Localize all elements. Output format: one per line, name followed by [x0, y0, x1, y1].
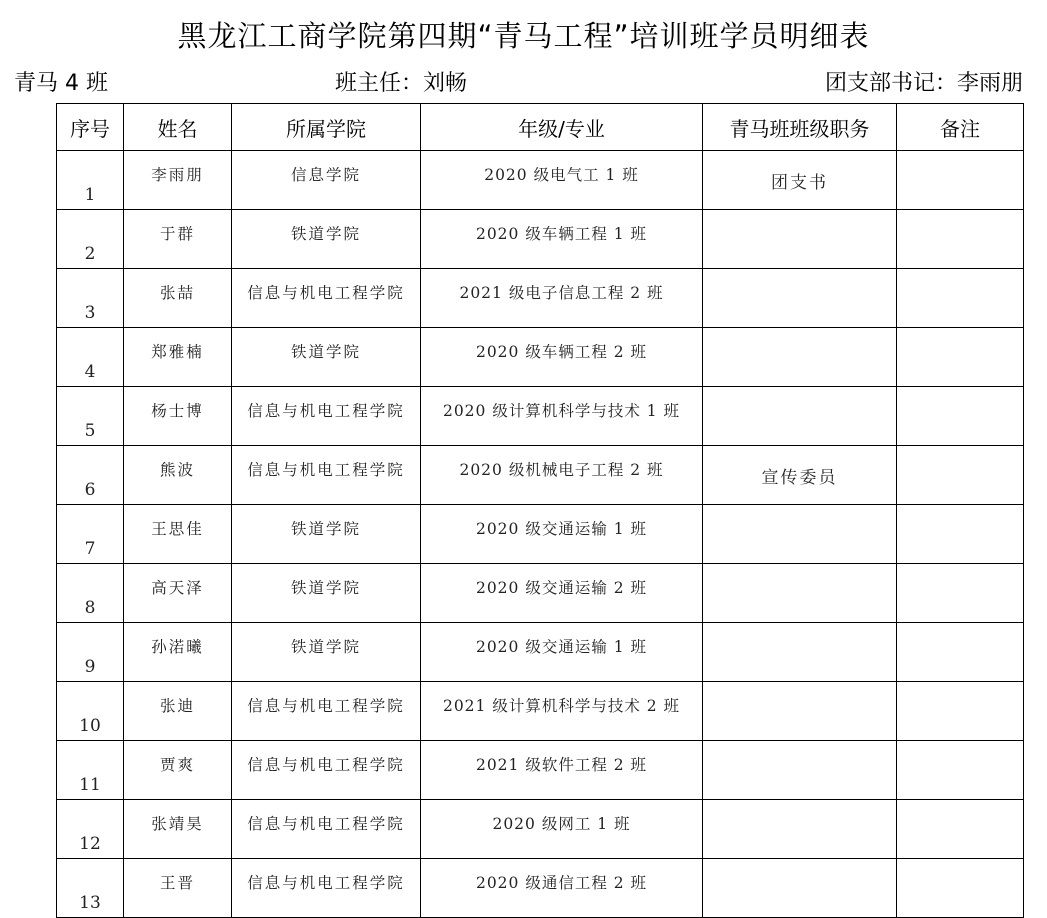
cell-role	[703, 623, 897, 682]
cell-note	[897, 741, 1024, 800]
cell-grade: 2020 级交通运输 2 班	[421, 564, 703, 623]
table-row	[57, 741, 1024, 800]
cell-note	[897, 505, 1024, 564]
cell-no: 7	[57, 505, 124, 564]
cell-college: 铁道学院	[232, 505, 421, 564]
cell-role	[703, 682, 897, 741]
cell-note	[897, 269, 1024, 328]
cell-name: 李雨朋	[124, 151, 232, 210]
class-name: 青马 4 班	[14, 71, 108, 96]
cell-note	[897, 210, 1024, 269]
cell-no: 2	[57, 210, 124, 269]
cell-role	[703, 210, 897, 269]
table-row	[57, 328, 1024, 387]
cell-college: 信息与机电工程学院	[232, 741, 421, 800]
cell-grade: 2020 级交通运输 1 班	[421, 623, 703, 682]
cell-grade: 2021 级电子信息工程 2 班	[421, 269, 703, 328]
cell-role	[703, 387, 897, 446]
cell-role	[703, 859, 897, 918]
cell-grade: 2020 级车辆工程 2 班	[421, 328, 703, 387]
cell-no: 13	[57, 859, 124, 918]
cell-grade: 2020 级机械电子工程 2 班	[421, 446, 703, 505]
column-header-role: 青马班班级职务	[703, 104, 897, 151]
cell-no: 10	[57, 682, 124, 741]
document-title: 黑龙江工商学院第四期“青马工程”培训班学员明细表	[177, 19, 870, 53]
column-header-note: 备注	[897, 104, 1024, 151]
table-row	[57, 623, 1024, 682]
cell-name: 于群	[124, 210, 232, 269]
cell-role: 宣传委员	[703, 446, 897, 505]
table-header-row	[57, 104, 1024, 151]
cell-no: 11	[57, 741, 124, 800]
column-header-college: 所属学院	[232, 104, 421, 151]
league-secretary: 团支部书记：李雨朋	[824, 71, 1023, 96]
cell-role	[703, 269, 897, 328]
cell-name: 张迪	[124, 682, 232, 741]
cell-college: 铁道学院	[232, 564, 421, 623]
cell-no: 5	[57, 387, 124, 446]
cell-note	[897, 859, 1024, 918]
table-row	[57, 151, 1024, 210]
cell-role	[703, 505, 897, 564]
column-header-name: 姓名	[124, 104, 232, 151]
cell-role	[703, 800, 897, 859]
cell-role	[703, 741, 897, 800]
cell-college: 信息与机电工程学院	[232, 859, 421, 918]
table-row	[57, 800, 1024, 859]
cell-grade: 2020 级电气工 1 班	[421, 151, 703, 210]
cell-note	[897, 682, 1024, 741]
cell-college: 信息与机电工程学院	[232, 800, 421, 859]
cell-name: 王晋	[124, 859, 232, 918]
cell-role: 团支书	[703, 151, 897, 210]
cell-note	[897, 623, 1024, 682]
cell-grade: 2020 级车辆工程 1 班	[421, 210, 703, 269]
cell-name: 郑雅楠	[124, 328, 232, 387]
cell-name: 高天泽	[124, 564, 232, 623]
table-row	[57, 564, 1024, 623]
cell-college: 信息与机电工程学院	[232, 446, 421, 505]
cell-college: 信息学院	[232, 151, 421, 210]
cell-note	[897, 151, 1024, 210]
cell-grade: 2020 级通信工程 2 班	[421, 859, 703, 918]
cell-college: 信息与机电工程学院	[232, 269, 421, 328]
cell-grade: 2020 级计算机科学与技术 1 班	[421, 387, 703, 446]
table-row	[57, 446, 1024, 505]
head-teacher: 班主任：刘畅	[335, 71, 468, 96]
roster-table	[56, 103, 1024, 918]
cell-no: 1	[57, 151, 124, 210]
cell-college: 信息与机电工程学院	[232, 387, 421, 446]
table-row	[57, 505, 1024, 564]
cell-role	[703, 564, 897, 623]
cell-college: 铁道学院	[232, 328, 421, 387]
cell-name: 杨士博	[124, 387, 232, 446]
cell-no: 9	[57, 623, 124, 682]
cell-no: 3	[57, 269, 124, 328]
cell-no: 12	[57, 800, 124, 859]
cell-grade: 2021 级软件工程 2 班	[421, 741, 703, 800]
cell-college: 铁道学院	[232, 623, 421, 682]
cell-name: 张喆	[124, 269, 232, 328]
cell-grade: 2020 级交通运输 1 班	[421, 505, 703, 564]
cell-name: 贾爽	[124, 741, 232, 800]
table-row	[57, 682, 1024, 741]
cell-no: 4	[57, 328, 124, 387]
cell-note	[897, 446, 1024, 505]
cell-college: 铁道学院	[232, 210, 421, 269]
cell-no: 6	[57, 446, 124, 505]
cell-grade: 2020 级网工 1 班	[421, 800, 703, 859]
table-row	[57, 269, 1024, 328]
table-row	[57, 859, 1024, 918]
column-header-no: 序号	[57, 104, 124, 151]
cell-grade: 2021 级计算机科学与技术 2 班	[421, 682, 703, 741]
table-row	[57, 210, 1024, 269]
cell-name: 熊波	[124, 446, 232, 505]
cell-note	[897, 328, 1024, 387]
cell-note	[897, 800, 1024, 859]
cell-college: 信息与机电工程学院	[232, 682, 421, 741]
column-header-grade: 年级/专业	[421, 104, 703, 151]
cell-note	[897, 564, 1024, 623]
table-row	[57, 387, 1024, 446]
cell-no: 8	[57, 564, 124, 623]
cell-name: 王思佳	[124, 505, 232, 564]
cell-note	[897, 387, 1024, 446]
cell-role	[703, 328, 897, 387]
cell-name: 张靖昊	[124, 800, 232, 859]
cell-name: 孙渃曦	[124, 623, 232, 682]
